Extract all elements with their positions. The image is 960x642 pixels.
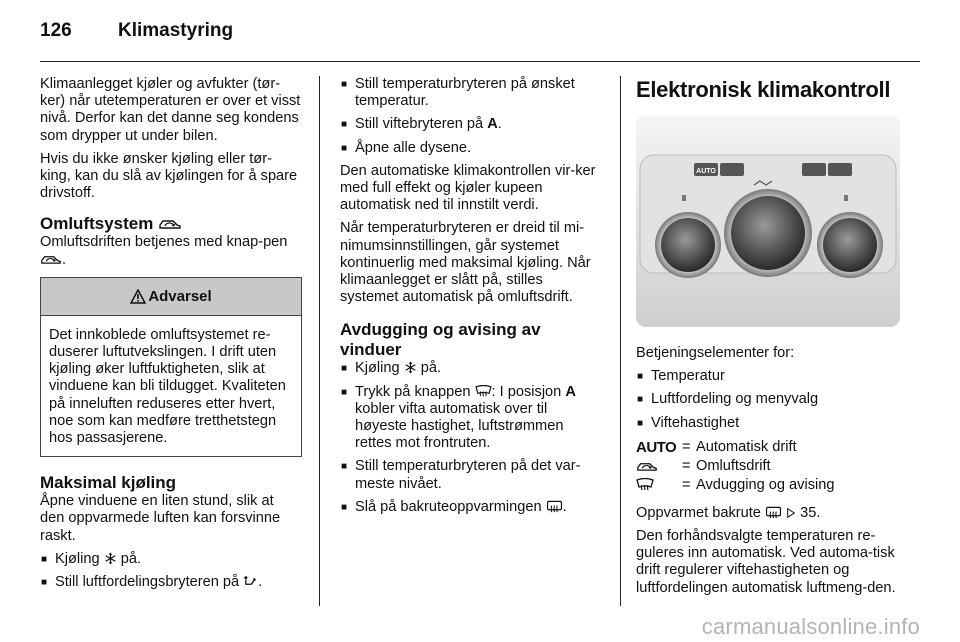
list-item: ■ Trykk på knappen : I posisjon A kobler vifta automatisk over til høyeste hastighet, luftstrømmen rettes mot frontruten.	[340, 384, 603, 453]
header-divider	[40, 61, 920, 62]
page-title: Klimastyring	[118, 20, 234, 41]
max-cooling-list-continued	[340, 76, 603, 157]
max-cooling-list	[40, 551, 302, 591]
windscreen-defrost-icon	[475, 385, 492, 398]
snowflake-icon	[104, 552, 117, 565]
list-item: ■ Slå på bakruteoppvarmingen .	[340, 499, 603, 516]
button-legend	[636, 438, 904, 495]
auto-paragraph: Den automatiske klimakontrollen vir-ker med full effekt og kjøler kupeen automatisk ned til innstilt verdi.	[340, 162, 596, 214]
watermark-text: carmanualsonline.info	[701, 614, 920, 639]
recirculation-car-icon	[636, 460, 658, 473]
legend-row: = Omluftsdrift	[636, 457, 904, 476]
rear-window-heating-icon	[765, 506, 782, 519]
windscreen-defrost-icon	[636, 478, 654, 492]
page-reference-arrow-icon	[786, 507, 796, 519]
page-number: 126	[40, 20, 72, 41]
column-3	[636, 76, 904, 603]
climate-control-panel-image	[636, 115, 900, 327]
section-heading-defrost: Avdugging og avising av vinduer	[340, 320, 541, 360]
recirculation-car-icon	[40, 253, 62, 266]
warning-box	[40, 277, 302, 457]
list-item: ■ Luftfordeling og menyvalg	[636, 391, 904, 408]
list-item: ■ Still viftebryteren på A.	[340, 116, 603, 133]
legend-row: = Avdugging og avising	[636, 476, 904, 495]
page-header	[40, 20, 233, 46]
warning-text: Det innkoblede omluftsystemet re-duserer luftutvekslingen. I drift uten kjøling øker luftfuktigheten, slik at vinduene kan bli tildugget. Kvaliteten på inneluften reduseres etter hvert, noe som kan medføre tretthetstegn hos passasjerene.	[49, 326, 286, 447]
list-item: ■ Kjøling på.	[340, 360, 603, 377]
list-item: ■ Still temperaturbryteren på det var-meste nivået.	[340, 458, 603, 492]
section-heading-recirculation: Omluftsystem	[40, 214, 302, 234]
panel-auto-label: AUTO	[696, 168, 716, 175]
defrost-list	[340, 360, 603, 516]
auto-label: AUTO	[636, 438, 677, 456]
air-distribution-icon	[243, 575, 258, 588]
list-item: ■ Temperatur	[636, 368, 904, 385]
list-item: ■ Still luftfordelingsbryteren på .	[40, 574, 302, 591]
legend-row: AUTO = Automatisk drift	[636, 438, 797, 456]
rear-window-heating-icon	[546, 500, 563, 513]
warning-header	[41, 278, 301, 316]
climate-panel-illustration	[636, 115, 900, 327]
recirculation-paragraph: Omluftsdriften betjenes med knap-pen .	[40, 234, 288, 268]
intro-paragraph: Hvis du ikke ønsker kjøling eller tør-king, kan du slå av kjølingen for å spare drivstoff.	[40, 150, 298, 202]
recirculation-car-icon	[158, 217, 182, 231]
snowflake-icon	[404, 361, 417, 374]
column-divider	[319, 76, 320, 606]
heated-rear-window-reference: Oppvarmet bakrute 35.	[636, 504, 821, 521]
list-item: ■ Kjøling på.	[40, 551, 302, 568]
column-divider	[620, 76, 621, 606]
warning-triangle-icon	[130, 289, 146, 304]
auto-paragraph: Når temperaturbryteren er dreid til mi-nimumsinnstillingen, går systemet kontinuerlig med maksimal kjøling. Når klimaanlegget er slått på, stilles systemet automatisk på omluftsdrift.	[340, 220, 591, 306]
list-item: ■ Still temperaturbryteren på ønsket temperatur.	[340, 76, 603, 110]
column-2	[340, 76, 603, 522]
section-heading-max-cooling: Maksimal kjøling	[40, 473, 177, 493]
controls-intro: Betjeningselementer for:	[636, 345, 795, 361]
warning-title: Advarsel	[148, 287, 212, 305]
max-cooling-paragraph: Åpne vinduene en liten stund, slik at den oppvarmede luften kan forsvinne raskt.	[40, 493, 281, 544]
controls-list	[636, 368, 904, 432]
list-item: ■ Åpne alle dysene.	[340, 140, 603, 157]
auto-mode-paragraph: Den forhåndsvalgte temperaturen re-guleres inn automatisk. Ved automa-tisk drift regulerer viftehastigheten og luftfordelingen automatisk luftmeng-den.	[636, 528, 896, 596]
intro-paragraph: Klimaanlegget kjøler og avfukter (tør-ker) når utetemperaturen er over et visst nivå. Derfor kan det danne seg kondens som drypper ut under bilen.	[40, 76, 301, 144]
list-item: ■ Viftehastighet	[636, 415, 904, 432]
column-1	[40, 76, 302, 597]
section-heading-electronic-climate: Elektronisk klimakontroll	[636, 77, 891, 102]
